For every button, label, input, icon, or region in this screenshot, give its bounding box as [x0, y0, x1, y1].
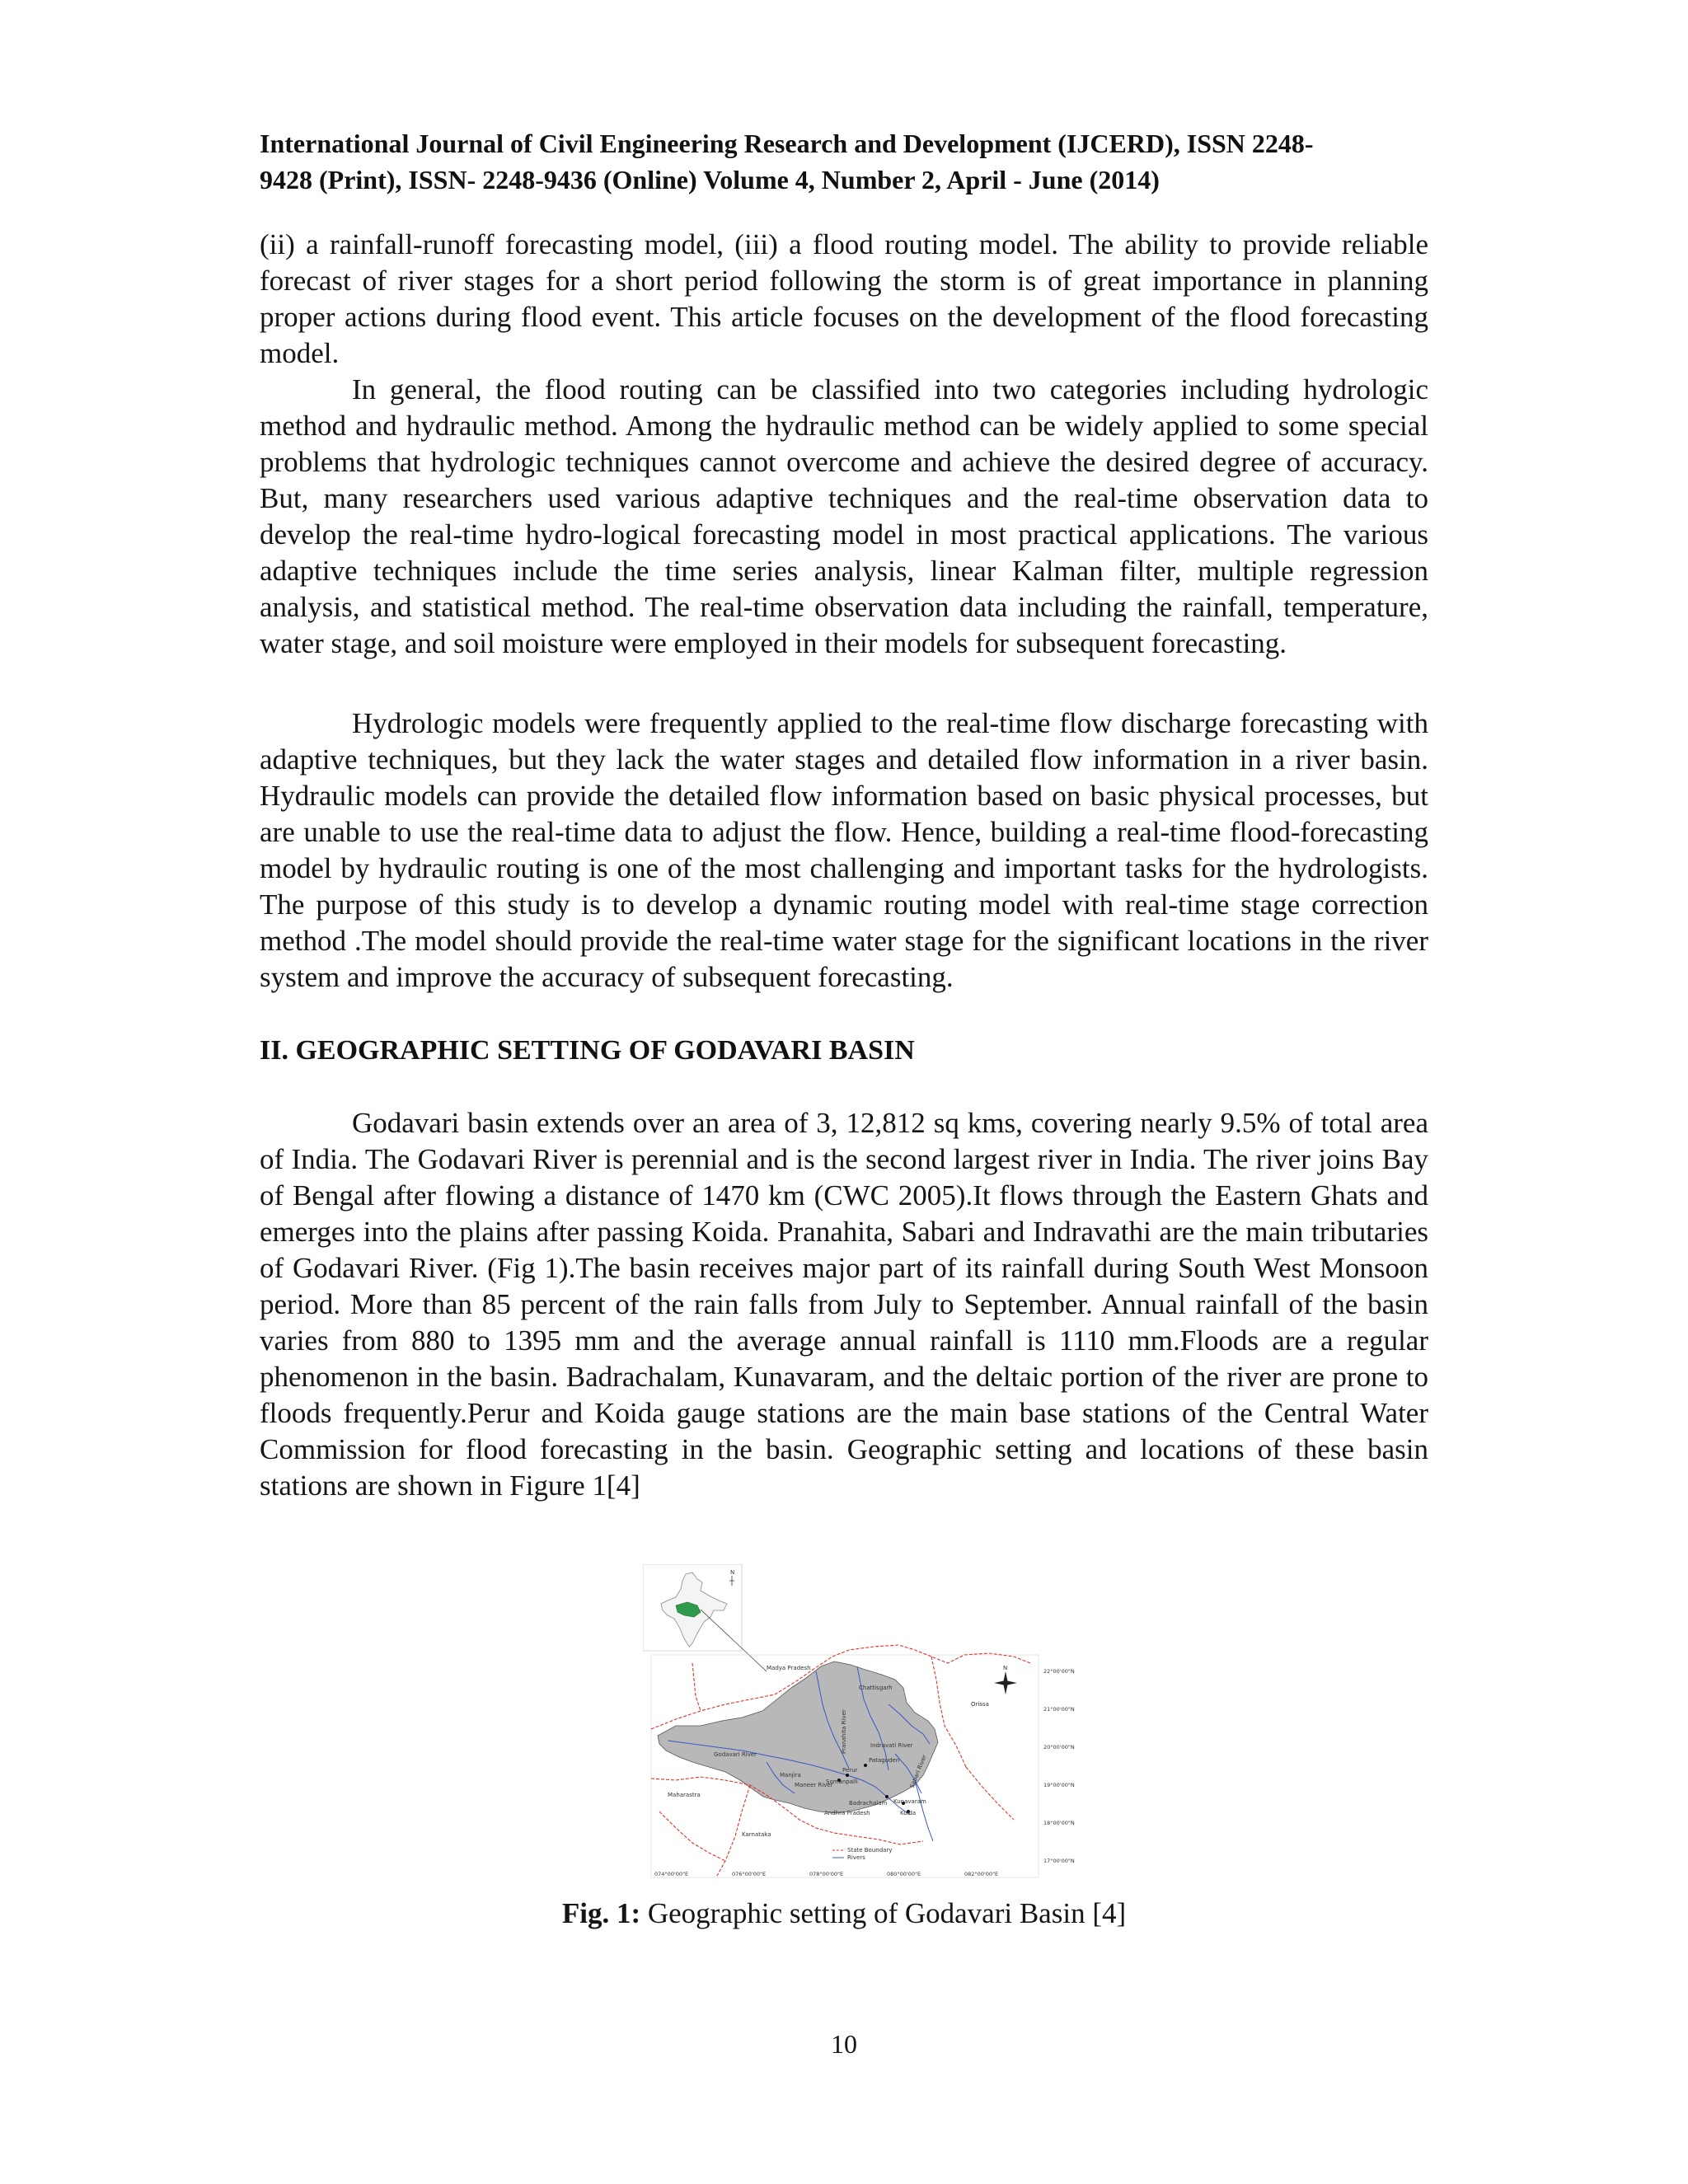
- paragraph-hydrologic-models: Hydrologic models were frequently applied to the real-time flow discharge forecasting with adaptive techniques, but they lack the water stages and detailed flow information in a river basin. Hydraulic models can provide the detailed flow information based on basic physical processes, but are unable to use the real-time data to adjust the flow. Hence, building a real-time flood-forecasting model by hydraulic routing is one of the most challenging and important tasks for the hydrologists. The purpose of this study is to develop a dynamic routing model with real-time stage correction method .The model should provide the real-time water stage for the significant locations in the river system and improve the accuracy of subsequent forecasting.: [260, 707, 1428, 993]
- label-chattisgarh: Chattisgarh: [859, 1685, 893, 1691]
- label-maharastra: Maharastra: [668, 1792, 701, 1798]
- page-number: 10: [831, 2029, 857, 2059]
- label-andhra-pradesh: Andhra Pradesh: [824, 1810, 870, 1816]
- lon-tick: 076°00'00"E: [732, 1871, 767, 1877]
- label-badrachalam: Badrachalam: [849, 1800, 888, 1807]
- lat-tick: 21°00'00"N: [1043, 1706, 1075, 1713]
- lat-tick: 17°00'00"N: [1043, 1858, 1075, 1864]
- figure-godavari-basin-map: [643, 1564, 1086, 1882]
- compass-rose-icon: [994, 1665, 1017, 1694]
- figure-caption-label: Fig. 1:: [561, 1897, 641, 1929]
- journal-header: [260, 125, 1428, 198]
- label-maneer-river: Maneer River: [795, 1782, 833, 1788]
- latitude-ticks: [1043, 1668, 1075, 1864]
- legend-rivers: Rivers: [847, 1854, 865, 1861]
- label-somanpalli: Somanpalli: [826, 1779, 858, 1785]
- map-legend: [832, 1847, 892, 1861]
- legend-state-boundary: State Boundary: [847, 1847, 893, 1854]
- station-badrachalam: [885, 1795, 889, 1798]
- label-indravati-river: Indravati River: [870, 1742, 913, 1749]
- label-manjira: Manjira: [780, 1772, 801, 1779]
- label-pranahita-river: Pranahita River: [841, 1709, 847, 1754]
- longitude-ticks: [654, 1871, 998, 1877]
- station-pataguden: [864, 1764, 867, 1767]
- lat-tick: 20°00'00"N: [1043, 1744, 1075, 1750]
- lat-tick: 18°00'00"N: [1043, 1820, 1075, 1826]
- journal-header-line-1: International Journal of Civil Engineering Research and Development (IJCERD), ISSN 2248-: [260, 129, 1314, 158]
- godavari-basin-shape: [658, 1661, 938, 1813]
- svg-text:N: N: [1003, 1665, 1008, 1671]
- paragraph-flood-routing: In general, the flood routing can be classified into two categories including hydrologic method and hydraulic method. Among the hydraulic method can be widely applied to some special problems that hydrologic techniques cannot overcome and achieve the desired degree of accuracy. But, many researchers used various adaptive techniques and the real-time observation data to develop the real-time hydro-logical forecasting model in most practical applications. The various adaptive techniques include the time series analysis, linear Kalman filter, multiple regression analysis, and statistical method. The real-time observation data including the rainfall, temperature, water stage, and soil moisture were employed in their models for subsequent forecasting.: [260, 373, 1428, 659]
- figure-caption-text: Geographic setting of Godavari Basin [4]: [640, 1897, 1127, 1929]
- label-godavari-river: Godavari River: [714, 1751, 757, 1758]
- figure-caption: [260, 1896, 1428, 1932]
- inset-india-map: [643, 1564, 767, 1671]
- lon-tick: 078°00'00"E: [809, 1871, 844, 1877]
- label-kunavaram: Kunavaram: [893, 1798, 926, 1805]
- basin-map: [643, 1564, 1086, 1882]
- label-madya-pradesh: Madya Pradesh: [767, 1665, 811, 1671]
- label-sabari-river: Sabari River: [908, 1754, 928, 1789]
- journal-header-line-2: 9428 (Print), ISSN- 2248-9436 (Online) Volume 4, Number 2, April - June (2014): [260, 165, 1160, 194]
- station-perur: [846, 1774, 849, 1777]
- label-karnataka: Karnataka: [742, 1831, 771, 1838]
- lon-tick: 082°00'00"E: [964, 1871, 999, 1877]
- lat-tick: 19°00'00"N: [1043, 1782, 1075, 1788]
- paragraph-intro-continuation: (ii) a rainfall-runoff forecasting model, (iii) a flood routing model. The ability to provide reliable forecast of river stages for a short period following the storm is of great importance in planning proper actions during flood event. This article focuses on the development of the flood forecasting model.: [260, 228, 1428, 369]
- lon-tick: 074°00'00"E: [654, 1871, 689, 1877]
- label-orissa: Orissa: [971, 1701, 989, 1708]
- label-pataguden: Pataguden: [869, 1757, 900, 1764]
- lat-tick: 22°00'00"N: [1043, 1668, 1075, 1675]
- paragraph-godavari-basin: Godavari basin extends over an area of 3, 12,812 sq kms, covering nearly 9.5% of total area of India. The Godavari River is perennial and is the second largest river in India. The river joins Bay of Bengal after flowing a distance of 1470 km (CWC 2005).It flows through the Eastern Ghats and emerges into the plains after passing Koida. Pranahita, Sabari and Indravathi are the main tributaries of Godavari River. (Fig 1).The basin receives major part of its rainfall during South West Monsoon period. More than 85 percent of the rain falls from July to September. Annual rainfall of the basin varies from 880 to 1395 mm and the average annual rainfall is 1110 mm.Floods are a regular phenomenon in the basin. Badrachalam, Kunavaram, and the deltaic portion of the river are prone to floods frequently.Perur and Koida gauge stations are the main base stations of the Central Water Commission for flood forecasting in the basin. Geographic setting and locations of these basin stations are shown in Figure 1[4]: [260, 1107, 1428, 1502]
- label-perur: Perur: [842, 1767, 858, 1774]
- section-heading: II. GEOGRAPHIC SETTING OF GODAVARI BASIN: [260, 1035, 915, 1066]
- lon-tick: 080°00'00"E: [887, 1871, 921, 1877]
- inset-north-label: N: [730, 1569, 735, 1576]
- label-koida: Koida: [900, 1810, 917, 1816]
